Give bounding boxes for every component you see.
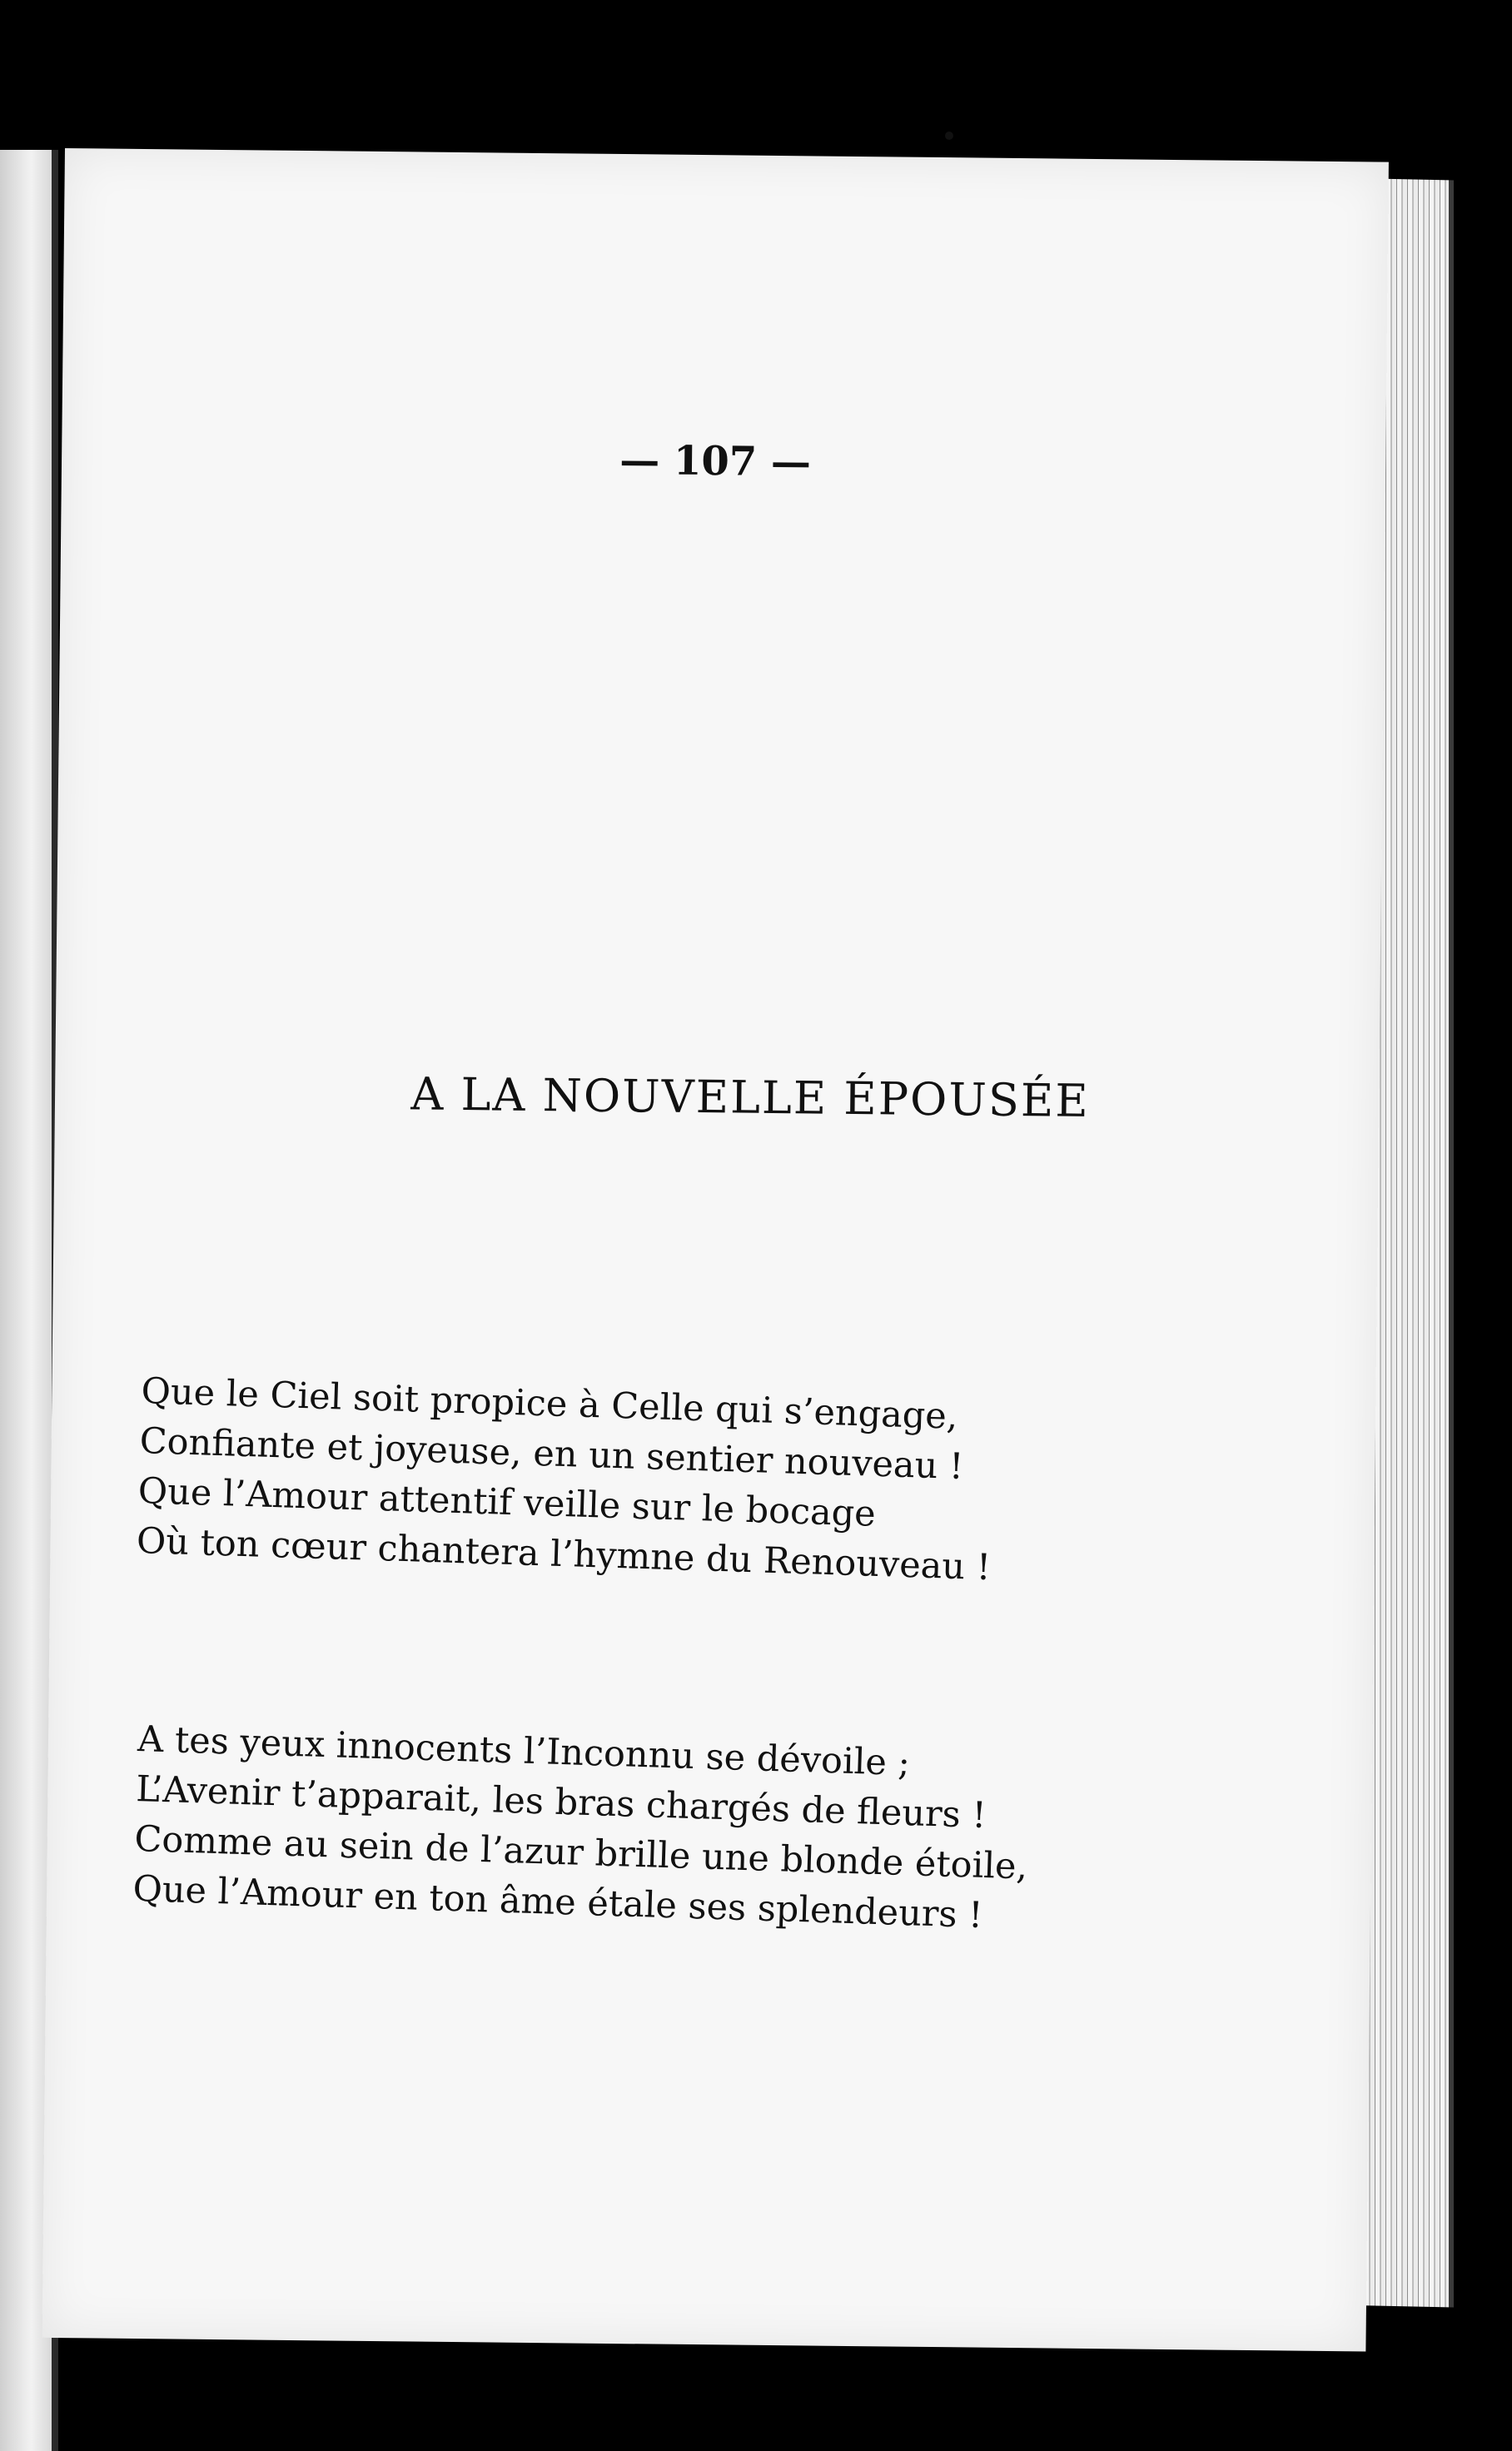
stanza-2: [132, 1714, 1032, 1942]
verse-line: Comme au sein de l’azur brille une blonde étoile,: [133, 1817, 1028, 1888]
stanza-1: [136, 1366, 996, 1593]
verse-line: L’Avenir t’apparait, les bras chargés de fleurs !: [135, 1767, 987, 1837]
verse-line: A tes yeux innocents l’Inconnu se dévoile ;: [137, 1718, 911, 1785]
book-page: [42, 148, 1388, 2352]
page-number: — 107 —: [619, 436, 812, 486]
dust-speck: [945, 132, 953, 140]
verse-line: Où ton cœur chantera l’hymne du Renouveau !: [136, 1519, 992, 1589]
verse-line: Confiante et joyeuse, en un sentier nouveau !: [139, 1420, 965, 1489]
poem-title: A LA NOUVELLE ÉPOUSÉE: [410, 1067, 1091, 1127]
verse-line: Que l’Amour attentif veille sur le bocage: [137, 1469, 877, 1535]
verse-line: Que l’Amour en ton âme étale ses splendeurs !: [132, 1867, 984, 1936]
verse-line: Que le Ciel soit propice à Celle qui s’engage,: [140, 1370, 959, 1438]
